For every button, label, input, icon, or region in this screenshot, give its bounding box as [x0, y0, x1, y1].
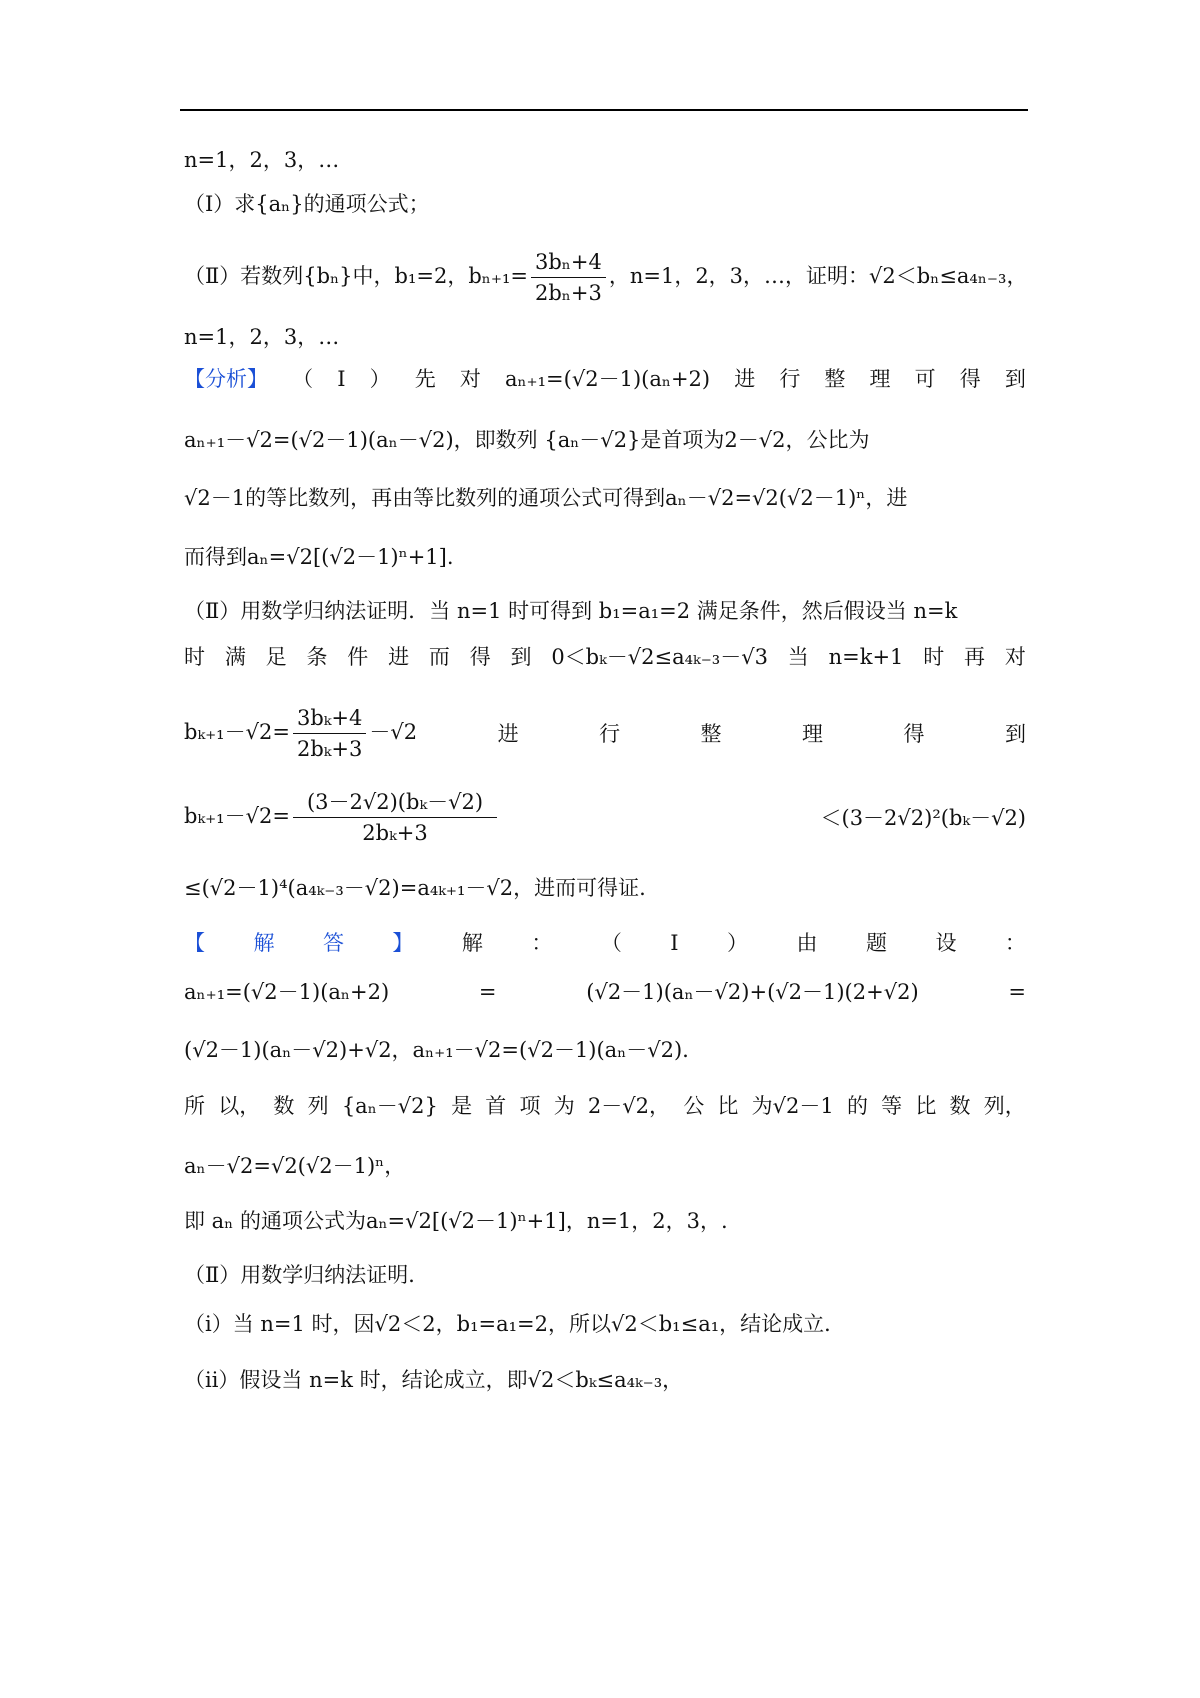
word: 当 — [787, 645, 809, 669]
analysis-line-7 — [184, 704, 1026, 763]
word: 题 — [865, 931, 887, 955]
answer-line-7: （Ⅱ）用数学归纳法证明． — [184, 1263, 430, 1287]
analysis-line-4: 而得到aₙ=√2[(√2－1)ⁿ+1]. — [184, 545, 454, 569]
word: （ — [292, 367, 314, 391]
q2-numerator: 3bₙ+4 — [531, 248, 606, 278]
word: 到 — [1004, 367, 1026, 391]
word: 理 — [802, 721, 823, 746]
word: 理 — [869, 367, 891, 391]
answer-tag: 【 — [184, 931, 205, 955]
word: 列 — [307, 1094, 329, 1118]
analysis-l7-expression — [184, 704, 417, 763]
word: 由 — [796, 931, 818, 955]
word: 时 — [923, 645, 945, 669]
word: 先 — [414, 367, 436, 391]
word: 列， — [983, 1094, 1026, 1118]
word: Ⅰ — [670, 931, 679, 955]
text-line: n=1，2，3，… — [184, 325, 340, 349]
formula: －√2 — [369, 720, 418, 744]
word: ） — [727, 931, 749, 955]
word: 整 — [700, 721, 722, 746]
formula: bₖ₊₁－√2= — [184, 720, 290, 744]
word: 为 — [553, 1094, 575, 1118]
word: 为√2－1 — [751, 1094, 834, 1118]
analysis-line-8 — [184, 788, 1026, 847]
word: 首 — [485, 1094, 507, 1118]
word: 行 — [779, 367, 801, 391]
word: 得 — [959, 367, 981, 391]
answer-tag: 解 — [253, 931, 275, 955]
word: n=k+1 — [828, 645, 904, 669]
word: （ — [600, 931, 622, 955]
word: 解 — [461, 931, 483, 955]
word: 而 — [428, 645, 450, 669]
l7-fraction — [293, 704, 366, 763]
word: 条 — [306, 645, 328, 669]
word: ： — [531, 931, 553, 955]
word: 等 — [881, 1094, 903, 1118]
word: 是 — [451, 1094, 473, 1118]
answer-line-9: （ⅱ）假设当 n=k 时，结论成立，即√2＜bₖ≤a₄ₖ₋₃， — [184, 1368, 684, 1392]
word: 足 — [265, 645, 287, 669]
analysis-line-5: （Ⅱ）用数学归纳法证明．当 n=1 时可得到 b₁=a₁=2 满足条件，然后假设当 n=k — [184, 599, 958, 623]
formula: 0＜bₖ－√2≤a₄ₖ₋₃－√3 — [551, 645, 768, 669]
word: Ⅰ — [337, 367, 346, 391]
word: 进 — [497, 721, 519, 746]
formula: aₙ₊₁=(√2－1)(aₙ+2) — [504, 367, 711, 391]
answer-line-3: (√2－1)(aₙ－√2)+√2，aₙ₊₁－√2=(√2－1)(aₙ－√2)． — [184, 1038, 704, 1062]
q2-inequality: √2＜bₙ≤a₄ₙ₋₃， — [869, 264, 1028, 288]
word: ） — [369, 367, 391, 391]
question-2 — [184, 248, 1027, 307]
formula: 2－√2， — [587, 1094, 671, 1118]
answer-line-1 — [184, 929, 1026, 957]
word: 可 — [914, 367, 936, 391]
denominator: 2bₖ+3 — [296, 737, 363, 761]
word: 的 — [846, 1094, 868, 1118]
analysis-line-9: ≤(√2－1)⁴(a₄ₖ₋₃－√2)=a₄ₖ₊₁－√2，进而可得证. — [184, 876, 646, 900]
analysis-line-6 — [184, 643, 1026, 671]
q2-prefix: （Ⅱ）若数列{bₙ}中，b₁=2， — [184, 264, 469, 288]
answer-tag: 】 — [392, 931, 414, 955]
q2-denominator: 2bₙ+3 — [534, 281, 602, 305]
q2-suffix: ，n=1，2，3，…，证明： — [608, 264, 870, 288]
numerator: 3bₖ+4 — [293, 704, 366, 734]
word: 所 — [184, 1094, 205, 1118]
word: 得 — [469, 645, 491, 669]
formula: bₖ₊₁－√2= — [184, 804, 290, 828]
numerator: (3－2√2)(bₖ－√2) — [293, 788, 497, 818]
word: 整 — [824, 367, 846, 391]
q2-fraction — [531, 248, 606, 307]
word: 到 — [1004, 721, 1026, 746]
word: 时 — [184, 645, 205, 669]
word: 对 — [459, 367, 481, 391]
answer-line-4 — [184, 1092, 1026, 1120]
question-1: （Ⅰ）求{aₙ}的通项公式； — [184, 192, 430, 216]
formula: = — [1008, 980, 1026, 1004]
l8-fraction — [293, 788, 497, 847]
word: 件 — [347, 645, 369, 669]
denominator: 2bₖ+3 — [362, 821, 428, 845]
word: 对 — [1004, 645, 1026, 669]
formula: (√2－1)(aₙ－√2)+(√2－1)(2+√2) — [586, 980, 919, 1004]
word: 比 — [717, 1094, 739, 1118]
answer-line-2 — [184, 978, 1026, 1006]
answer-tag: 答 — [322, 931, 344, 955]
formula: = — [478, 980, 497, 1004]
word: 满 — [224, 645, 246, 669]
word: 行 — [599, 721, 621, 746]
word: 进 — [734, 367, 756, 391]
analysis-line-3: √2－1的等比数列，再由等比数列的通项公式可得到aₙ－√2=√2(√2－1)ⁿ，进 — [184, 486, 908, 510]
analysis-line-1 — [184, 365, 1026, 393]
word: 项 — [519, 1094, 541, 1118]
word: 比 — [915, 1094, 937, 1118]
answer-line-6: 即 aₙ 的通项公式为aₙ=√2[(√2－1)ⁿ+1]，n=1，2，3，. — [184, 1209, 728, 1233]
formula: ＜(3－2√2)²(bₖ－√2) — [820, 805, 1026, 830]
analysis-tag: 【分析】 — [184, 367, 268, 391]
word: 到 — [510, 645, 532, 669]
formula: {aₙ－√2} — [341, 1094, 438, 1118]
text-line: n=1，2，3，… — [184, 148, 340, 172]
word: 再 — [964, 645, 986, 669]
word: 数 — [273, 1094, 295, 1118]
q2-lhs: bₙ₊₁= — [468, 264, 528, 288]
word: 数 — [949, 1094, 971, 1118]
word: ： — [1004, 931, 1026, 955]
word: 进 — [388, 645, 410, 669]
word: 得 — [903, 721, 925, 746]
word: 以， — [218, 1094, 261, 1118]
word: 公 — [683, 1094, 705, 1118]
analysis-line-2: aₙ₊₁－√2=(√2－1)(aₙ－√2)，即数列 {aₙ－√2}是首项为2－√2，公比为 — [184, 428, 870, 452]
word: 设 — [935, 931, 957, 955]
formula: aₙ₊₁=(√2－1)(aₙ+2) — [184, 980, 390, 1004]
answer-line-8: （ⅰ）当 n=1 时，因√2＜2，b₁=a₁=2，所以√2＜b₁≤a₁，结论成立． — [184, 1312, 846, 1336]
header-rule — [180, 109, 1028, 111]
answer-line-5: aₙ－√2=√2(√2－1)ⁿ， — [184, 1154, 406, 1178]
analysis-l8-expression — [184, 788, 500, 847]
